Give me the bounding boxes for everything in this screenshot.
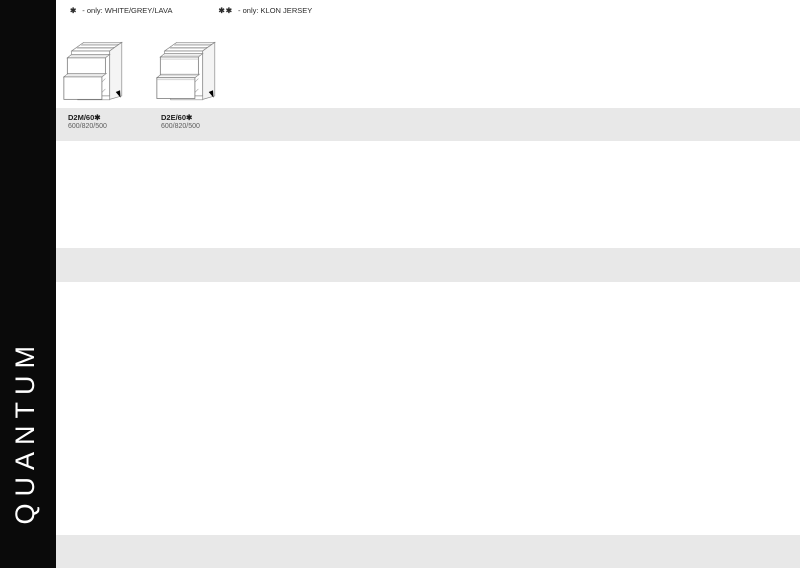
legend-text: - only: WHITE/GREY/LAVA	[82, 6, 173, 15]
row-labels-2drawer	[56, 108, 800, 141]
brand-sidebar	[0, 0, 56, 568]
product-code: D2E/60✱	[161, 113, 193, 122]
legend	[70, 6, 312, 15]
star-icon: ✱	[70, 6, 78, 15]
legend-item	[70, 6, 172, 15]
brand-name: QUANTUM	[10, 338, 40, 524]
row-drawings-tall	[56, 352, 800, 534]
cabinet-drawing-d2m-60-	[56, 28, 149, 108]
row-labels-3drawer	[56, 248, 800, 282]
product-label	[149, 108, 242, 141]
row-labels-tall	[56, 535, 800, 568]
row-drawings-3drawer	[56, 158, 800, 246]
product-code: D2M/60✱	[68, 113, 101, 122]
product-label	[56, 108, 149, 141]
catalog-main	[56, 0, 800, 568]
cabinet-drawing-d2e-60-	[149, 28, 242, 108]
product-dimensions: 600/820/500	[68, 123, 107, 130]
legend-item	[218, 6, 312, 15]
product-dimensions: 600/820/500	[161, 123, 200, 130]
legend-text: - only: KLON JERSEY	[238, 6, 313, 15]
double-star-icon: ✱✱	[218, 6, 234, 15]
row-drawings-2drawer	[56, 28, 800, 108]
